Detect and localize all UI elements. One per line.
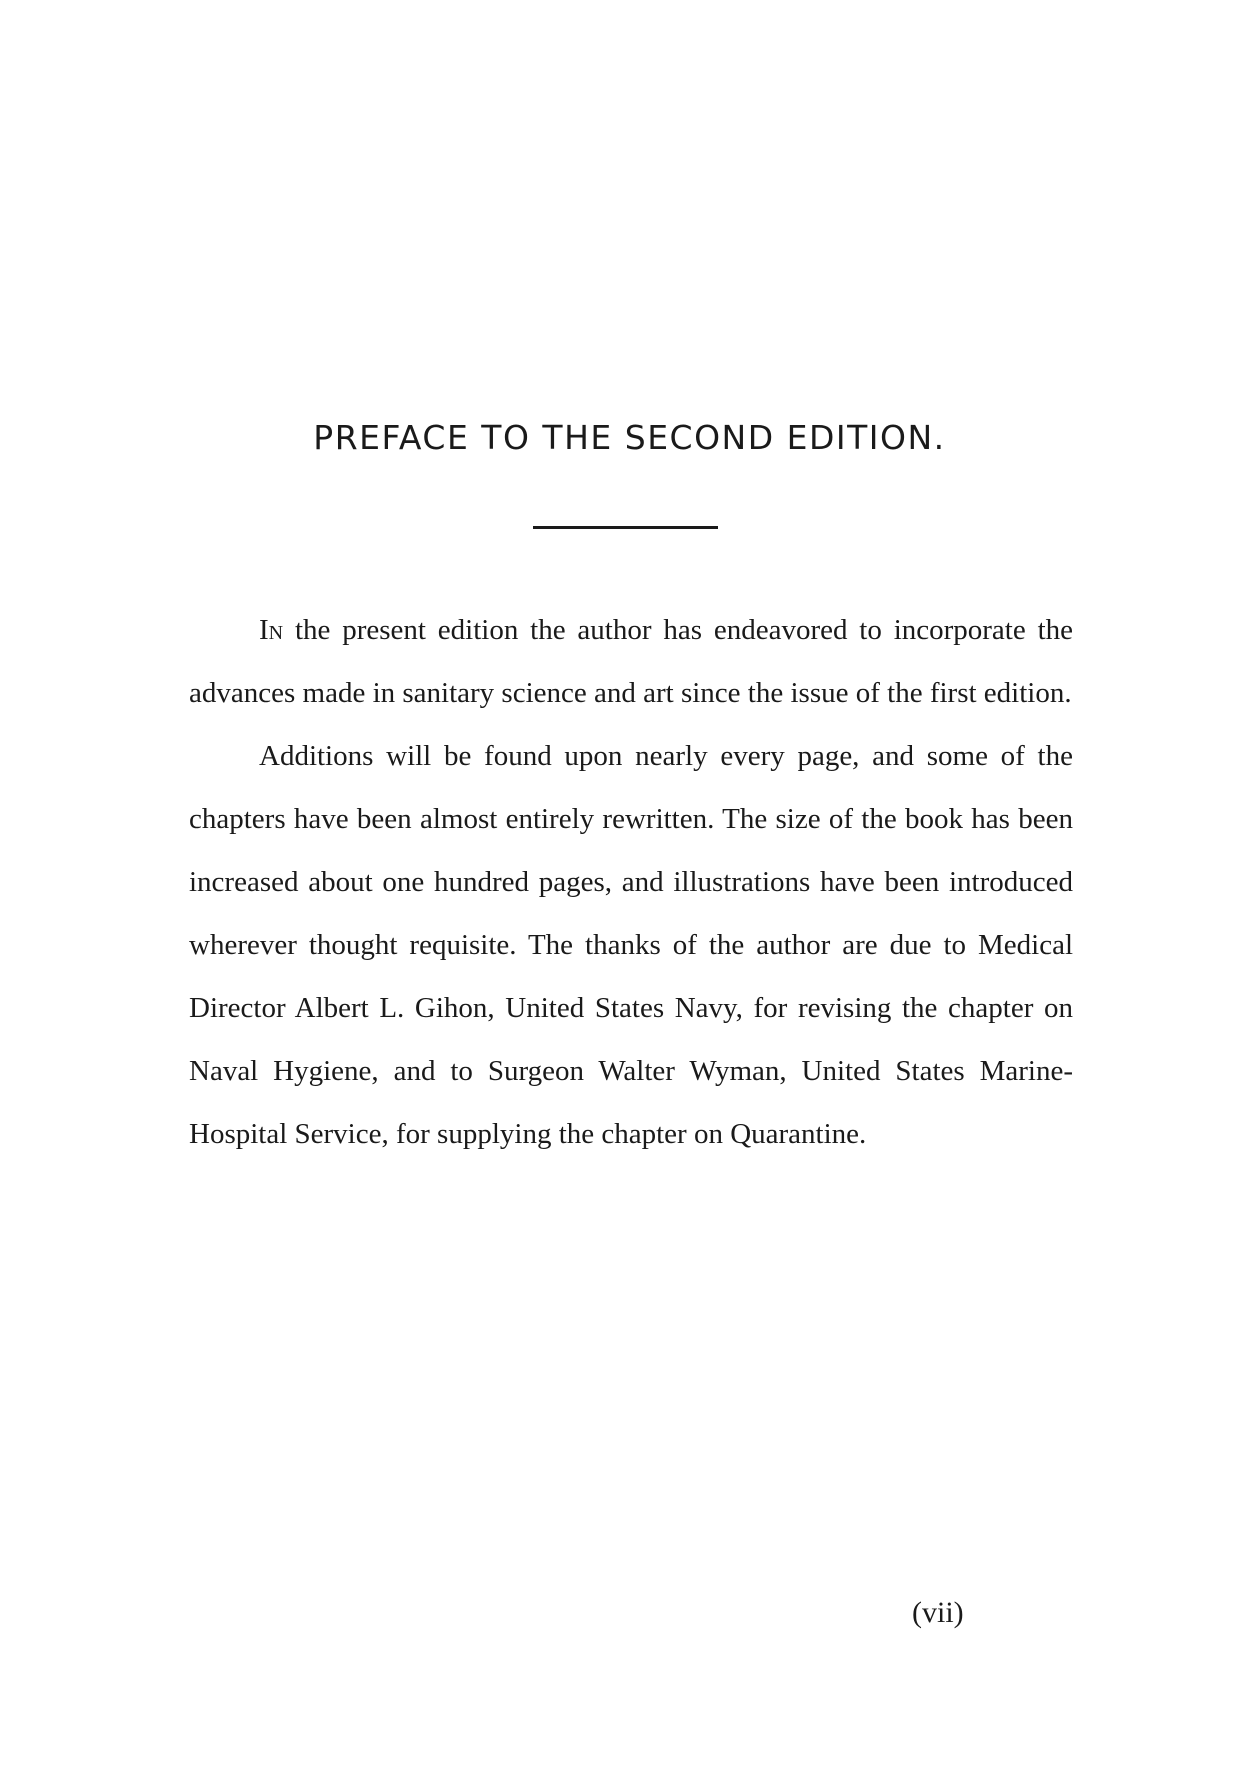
title-divider	[533, 526, 718, 529]
page-title: PREFACE TO THE SECOND EDITION.	[313, 418, 946, 458]
paragraph-1-text: the present edition the author has endeavored to incorporate the advances made in sanitary science and art since the issue of the first edition.	[189, 614, 1073, 709]
preface-body	[189, 599, 1073, 1166]
paragraph-2	[189, 725, 1073, 1166]
paragraph-1	[189, 599, 1073, 725]
paragraph-1-lead: In	[259, 614, 284, 646]
paragraph-2-text: Additions will be found upon nearly every page, and some of the chapters have been almost entirely rewritten. The size of the book has been increased about one hundred pages, and illustrations have been introduced wherever thought requisite. The thanks of the author are due to Medical Director Albert L. Gihon, United States Navy, for revising the chapter on Naval Hygiene, and to Surgeon Walter Wyman, United States Marine-Hospital Service, for supplying the chapter on Quarantine.	[189, 740, 1073, 1150]
page-number: (vii)	[912, 1596, 964, 1629]
